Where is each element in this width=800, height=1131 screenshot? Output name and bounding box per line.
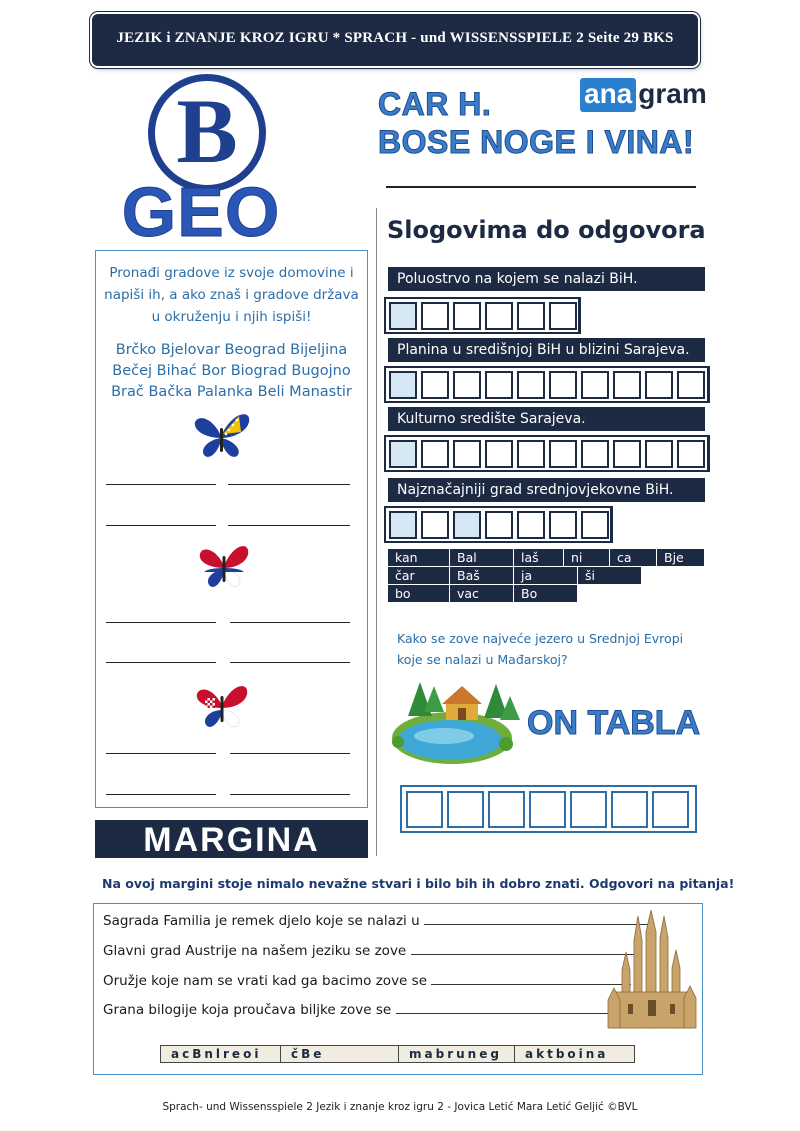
letter-cell[interactable] — [613, 440, 641, 468]
on-tabla-hint: ON TABLA — [527, 704, 701, 742]
letter-cell[interactable] — [421, 511, 449, 539]
letter-cell[interactable] — [652, 791, 689, 828]
scrambled-letters-bar — [160, 1045, 635, 1063]
answer-line[interactable] — [228, 484, 350, 485]
letter-cell[interactable] — [549, 440, 577, 468]
letter-cell[interactable] — [485, 511, 513, 539]
letter-cell[interactable] — [549, 371, 577, 399]
lake-question: Kako se zove najveće jezero u Srednjoj Evropi koje se nalazi u Mađarskoj? — [397, 631, 684, 667]
geo-logo-letter: B — [176, 80, 238, 182]
syllable-tile: Baš — [450, 567, 514, 585]
margina-question-3 — [103, 971, 631, 989]
syllable-tile: ja — [514, 567, 578, 585]
header-title: JEZIK i ZNANJE KROZ IGRU * SPRACH - und WISSENSSPIELE 2 Seite 29 BKS — [116, 30, 674, 46]
answer-line[interactable] — [106, 662, 216, 663]
quiz-question-2: Planina u središnjoj BiH u blizini Sarajeva. — [388, 338, 705, 362]
syllable-tile: Bo — [514, 585, 578, 603]
letter-cell[interactable] — [406, 791, 443, 828]
letter-cell[interactable] — [517, 371, 545, 399]
syllable-tile: bo — [388, 585, 450, 603]
letter-cell[interactable] — [517, 440, 545, 468]
letter-cell[interactable] — [645, 371, 673, 399]
answer-line[interactable] — [106, 794, 216, 795]
letter-cell[interactable] — [421, 302, 449, 330]
syllable-tile: laš — [514, 549, 564, 567]
letter-cell[interactable] — [453, 302, 481, 330]
letter-cell[interactable] — [581, 371, 609, 399]
answer-line[interactable] — [431, 971, 631, 985]
syllable-tile: Bje — [657, 549, 705, 567]
cities-instruction: Pronađi gradove iz svoje domovine i napiši ih, a ako znaš i gradove država u okruženju i njih ispiši! — [104, 265, 359, 325]
title-line-1: CAR H. — [378, 86, 492, 122]
answer-box-row-4 — [384, 506, 613, 543]
answer-line-title[interactable] — [386, 186, 696, 188]
letter-cell[interactable] — [389, 440, 417, 468]
letter-cell[interactable] — [645, 440, 673, 468]
letter-cell[interactable] — [485, 371, 513, 399]
title-line-2: BOSE NOGE I VINA! — [378, 124, 695, 160]
letter-cell[interactable] — [613, 371, 641, 399]
letter-cell[interactable] — [453, 440, 481, 468]
letter-cell[interactable] — [421, 371, 449, 399]
letter-cell[interactable] — [453, 511, 481, 539]
syllable-tile: vac — [450, 585, 514, 603]
butterfly-croatia-flag-icon — [195, 680, 249, 732]
margina-question-text: Sagrada Familia je remek djelo koje se nalazi u — [103, 913, 420, 929]
page-header-banner — [92, 14, 698, 66]
scrambled-word: čBe — [281, 1046, 399, 1062]
letter-cell[interactable] — [389, 302, 417, 330]
butterfly-bih-flag-icon — [193, 410, 251, 462]
letter-cell[interactable] — [485, 302, 513, 330]
page-footer: Sprach- und Wissensspiele 2 Jezik i znanje kroz igru 2 - Jovica Letić Mara Letić Geljić ©BVL — [162, 1101, 638, 1113]
letter-cell[interactable] — [389, 511, 417, 539]
quiz-question-1: Poluostrvo na kojem se nalazi BiH. — [388, 267, 705, 291]
quiz-question-3: Kulturno središte Sarajeva. — [388, 407, 705, 431]
answer-line[interactable] — [106, 525, 216, 526]
margina-question-text: Grana bilogije koja proučava biljke zove se — [103, 1002, 392, 1018]
margina-intro: Na ovoj margini stoje nimalo nevažne stvari i bilo bih ih dobro znati. Odgovori na pitanja! — [102, 876, 735, 891]
answer-line[interactable] — [106, 622, 216, 623]
syllable-tile: kan — [388, 549, 450, 567]
anagram-logo-part1: ana — [580, 78, 636, 112]
letter-cell[interactable] — [581, 511, 609, 539]
margina-question-1 — [103, 911, 654, 929]
margina-question-text: Glavni grad Austrije na našem jeziku se zove — [103, 943, 407, 959]
anagram-logo — [580, 78, 707, 112]
lake-answer-boxes — [400, 785, 697, 833]
answer-line[interactable] — [106, 753, 216, 754]
scrambled-word: acBnlreoi — [161, 1046, 281, 1062]
sagrada-familia-icon — [604, 910, 700, 1032]
cities-line: Bečej Bihać Bor Biograd Bugojno — [112, 363, 351, 379]
letter-cell[interactable] — [517, 302, 545, 330]
cities-line: Brač Bačka Palanka Beli Manastir — [111, 384, 352, 400]
letter-cell[interactable] — [549, 302, 577, 330]
letter-cell[interactable] — [581, 440, 609, 468]
cities-line: Brčko Bjelovar Beograd Bijeljina — [115, 342, 348, 358]
letter-cell[interactable] — [677, 371, 705, 399]
quiz-question-4: Najznačajniji grad srednjovjekovne BiH. — [388, 478, 705, 502]
syllable-tile: čar — [388, 567, 450, 585]
quiz-title: Slogovima do odgovora — [387, 216, 706, 244]
margina-question-text: Oružje koje nam se vrati kad ga bacimo zove se — [103, 973, 427, 989]
anagram-logo-part2: gram — [638, 78, 707, 109]
margina-question-4 — [103, 1000, 616, 1018]
margina-banner: MARGINA — [95, 820, 368, 858]
margina-question-2 — [103, 941, 641, 959]
answer-line[interactable] — [106, 484, 216, 485]
letter-cell[interactable] — [677, 440, 705, 468]
lake-illustration-icon — [388, 672, 520, 768]
scrambled-word: mabruneg — [399, 1046, 515, 1062]
letter-cell[interactable] — [485, 440, 513, 468]
letter-cell[interactable] — [453, 371, 481, 399]
syllable-tile: ca — [610, 549, 657, 567]
syllable-tile: Bal — [450, 549, 514, 567]
answer-line[interactable] — [230, 662, 350, 663]
syllable-tile: ni — [564, 549, 610, 567]
answer-box-row-2 — [384, 366, 710, 403]
letter-cell[interactable] — [611, 791, 648, 828]
letter-cell[interactable] — [570, 791, 607, 828]
geo-logo-word: GEO — [121, 173, 281, 251]
scrambled-word: aktboina — [525, 1047, 609, 1061]
answer-box-row-1 — [384, 297, 581, 334]
letter-cell[interactable] — [529, 791, 566, 828]
answer-line[interactable] — [230, 622, 350, 623]
letter-cell[interactable] — [389, 371, 417, 399]
answer-box-row-3 — [384, 435, 710, 472]
letter-cell[interactable] — [421, 440, 449, 468]
letter-cell[interactable] — [517, 511, 545, 539]
answer-line[interactable] — [230, 753, 350, 754]
answer-line[interactable] — [228, 525, 350, 526]
answer-line[interactable] — [396, 1000, 616, 1014]
column-divider — [376, 208, 377, 856]
cities-list — [100, 340, 363, 403]
syllable-tile: ši — [578, 567, 642, 585]
answer-line[interactable] — [230, 794, 350, 795]
letter-cell[interactable] — [549, 511, 577, 539]
butterfly-serbia-flag-icon — [198, 540, 250, 592]
letter-cell[interactable] — [447, 791, 484, 828]
letter-cell[interactable] — [488, 791, 525, 828]
